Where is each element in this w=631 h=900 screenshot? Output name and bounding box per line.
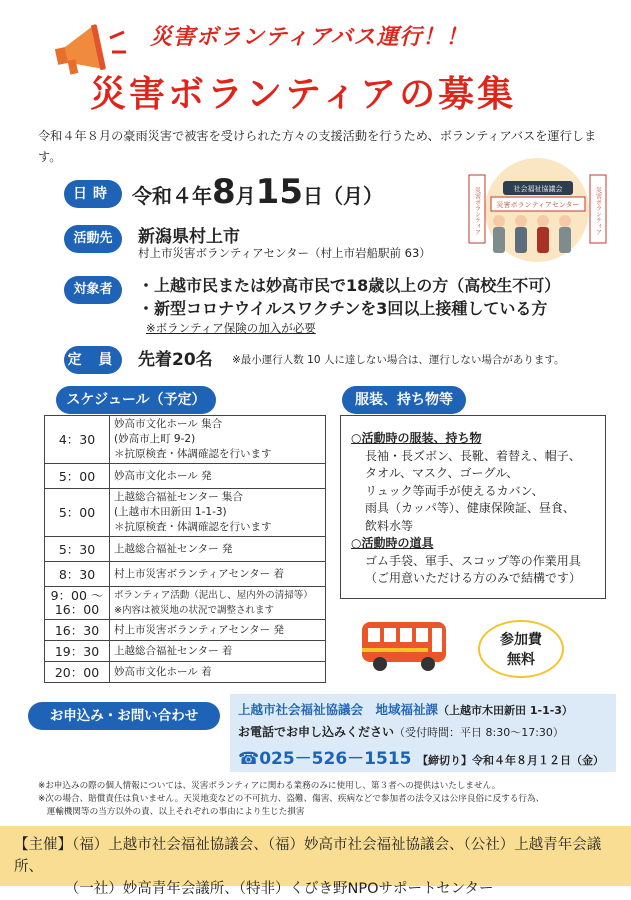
volunteer-center-illustration [465,155,610,265]
contact-box [230,694,616,772]
schedule-line: 上越総合福祉センター 集合 [114,491,243,503]
footnote: ※お申込みの際の個人情報については、災害ボランティアに関わる業務のみに使用し、第３者への提供はいたしません。 [38,781,501,791]
schedule-detail [110,464,326,489]
schedule-detail [110,416,326,464]
organizers-line: （一社）妙高青年会議所、（特非）くびき野NPOサポートセンター [14,881,494,897]
schedule-line: 村上市災害ボランティアセンター 着 [114,568,284,580]
fee-label: 参加費 [500,632,542,648]
schedule-detail [110,620,326,641]
tools-item: ゴム手袋、軍手、スコップ等の作業用具 [365,553,581,568]
schedule-detail [110,489,326,537]
schedule-table [44,415,326,683]
schedule-detail [110,562,326,587]
sign-text: 社会福祉協議会 [513,185,563,193]
clothing-item: 雨具（カッパ等）、健康保険証、昼食、 [365,501,575,515]
schedule-detail [110,537,326,562]
schedule-time: 20：00 [45,662,110,683]
tools-item: （ご用意いただける方のみで結構です） [365,571,582,585]
schedule-time: 5：30 [45,537,110,562]
footnotes [38,780,623,819]
schedule-time: 5：00 [45,489,110,537]
schedule-row [45,662,326,683]
date-month: 8 [212,172,236,212]
date-day-unit: 日（月） [303,184,383,208]
side-banner-left: 災害ボランティア [473,187,481,235]
target-note: ※ボランティア保険の加入が必要 [146,321,316,335]
fee-badge [478,620,564,678]
schedule-time: 8：30 [45,562,110,587]
event-date [132,172,383,212]
clothing-label: 服装、持ち物等 [342,386,466,414]
contact-org: 上越市社会福祉協議会 地域福祉課 [238,702,439,717]
clothing-box [340,415,606,599]
schedule-time: 19：30 [45,641,110,662]
capacity-label: 定 員 [64,346,122,374]
side-banner-right: 災害ボランティア [594,187,602,235]
target-item-2: ・新型コロナウイルスワクチンを3回以上接種している方 [138,299,548,318]
schedule-line: (上越市木田新田 1-1-3) [114,506,227,518]
schedule-row [45,641,326,662]
schedule-line: ＊抗原検査・体調確認を行います [114,521,272,533]
tools-heading: ○活動時の道具 [351,536,434,550]
schedule-time: 4：30 [45,416,110,464]
fee-value: 無料 [507,652,535,668]
clothing-item: 長袖・長ズボン、長靴、着替え、帽子、 [365,448,581,463]
organizers-box [0,826,631,897]
phone-icon: ☎ [238,749,260,769]
schedule-detail [110,587,326,620]
schedule-line: ＊抗原検査・体調確認を行います [114,448,272,460]
schedule-detail [110,641,326,662]
page-title: 災害ボランティアの募集 [90,74,517,115]
schedule-row [45,416,326,464]
date-era: 令和４年 [132,184,212,208]
target-item-1: ・上越市民または妙高市民で18歳以上の方（高校生不可） [138,276,561,295]
schedule-line: 上越総合福祉センター 発 [114,543,233,555]
schedule-line: ※内容は被災地の状況で調整されます [114,605,274,616]
target-label: 対象者 [64,276,122,304]
schedule-time: 9：00 〜 16：00 [45,587,110,620]
intro-text: 令和４年８月の豪雨災害で被害を受けられた方々の支援活動を行うため、ボランティアバスを運行します。 [38,129,597,164]
schedule-time: 5：00 [45,464,110,489]
organizers-line: 【主催】（福）上越市社会福祉協議会、（福）妙高市社会福祉協議会、（公社）上越青年会議所、 [14,837,602,875]
schedule-row [45,587,326,620]
clothing-item: リュック等両手が使えるカバン、 [365,483,544,498]
footnote: 運輸機関等の当方以外の責、以上それぞれの事由により生じた損害 [38,807,305,817]
schedule-row [45,489,326,537]
schedule-line: 妙高市文化ホール 集合 [114,418,223,430]
date-label: 日時 [64,180,122,208]
clothing-item: タオル、マスク、ゴーグル、 [365,466,519,480]
date-day: 15 [255,172,303,212]
footnote: ※次の場合、賠償責任は負いません。天災地変などの不可抗力、盗難、傷害、疾病などで参加者の法令又は公序良俗に反する行為、 [38,794,545,804]
deadline: 【締切り】令和４年８月１２日（金） [417,754,605,767]
schedule-time: 16：30 [45,620,110,641]
contact-address: （上越市木田新田 1-1-3） [438,704,573,717]
schedule-label: スケジュール（予定） [56,386,216,414]
bus-icon [358,616,450,674]
subtitle: 災害ボランティアバス運行！！ [150,25,469,50]
phone-lead: お電話でお申し込みください [238,725,395,739]
schedule-row [45,562,326,587]
schedule-line: 上越総合福祉センター 着 [114,645,233,657]
schedule-line: (妙高市上町 9-2) [114,433,196,445]
date-month-unit: 月 [235,184,256,208]
schedule-line: 妙高市文化ホール 発 [114,470,212,482]
schedule-line: 村上市災害ボランティアセンター 発 [114,624,284,636]
capacity-note: ※最小運行人数 10 人に達しない場合は、運行しない場合があります。 [232,354,565,366]
clothing-heading: ○活動時の服装、持ち物 [351,431,482,445]
clothing-item: 飲料水等 [365,518,414,533]
location-main: 新潟県村上市 [138,227,240,247]
capacity-value: 先着20名 [138,350,213,370]
banner-text: 災害ボランティアセンター [496,201,580,209]
schedule-row [45,464,326,489]
location-label: 活動先 [64,225,122,253]
contact-label: お申込み・お問い合わせ [28,702,220,730]
schedule-line: ボランティア活動（泥出し、屋内外の清掃等） [114,590,313,601]
schedule-row [45,620,326,641]
phone-number[interactable]: 025－526－1515 [259,749,412,769]
phone-hours: （受付時間：平日 8:30〜17:30） [394,726,564,739]
schedule-row [45,537,326,562]
schedule-line: 妙高市文化ホール 着 [114,666,212,678]
location-detail: 村上市災害ボランティアセンター（村上市岩船駅前 63） [138,246,431,260]
schedule-detail [110,662,326,683]
